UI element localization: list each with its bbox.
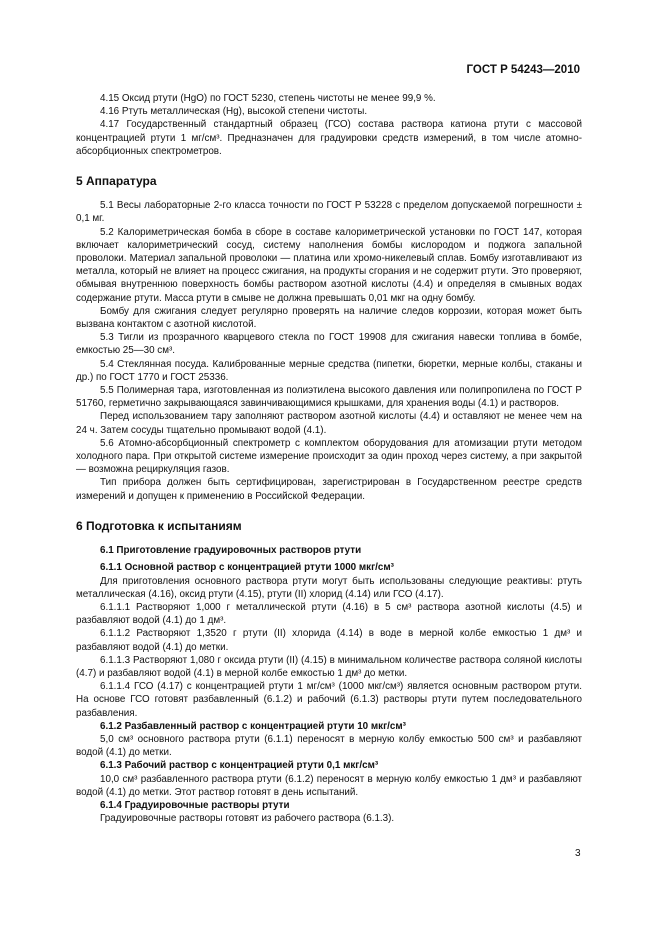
heading-6-1: 6.1 Приготовление градуировочных растворов ртути [100,545,362,557]
para-5-2: 5.2 Калориметрическая бомба в сборе в составе калориметрической установки по ГОСТ 147, которая включает калориметрический сосуд, систему наполнения бомбы кислородом и поджога запальной проволоки. Материал запальной проволоки — платина или хромо-никелевый сплав. Бомбу изготавливают из металла, который не влияет на процесс сжигания, на продукты сгорания и не содержит ртути. Это проверяют, обмывая внутреннюю поверхность бомбы раствором азотной кислоты (4.4) и определяя в смывных водах содержание ртути. Масса ртути в смыве не должна превышать 0,01 мкг на одну бомбу. [76,226,582,304]
heading-6-1-2: 6.1.2 Разбавленный раствор с концентрацией ртути 10 мкг/см³ [100,720,406,732]
page-number: 3 [575,848,581,859]
para-6-1-1-4: 6.1.1.4 ГСО (4.17) с концентрацией ртути 1 мг/см³ (1000 мкг/см³) является основным раствором ртути. На основе ГСО готовят разбавленный (6.1.2) и рабочий (6.1.3) растворы ртути путем последовательного разбавления. [76,681,582,719]
para-6-1-1-1: 6.1.1.1 Растворяют 1,000 г металлической ртути (4.16) в 5 см³ раствора азотной кислоты (4.5) и разбавляют водой (4.1) до 1 дм³. [76,601,582,627]
para-5-5: 5.5 Полимерная тара, изготовленная из полиэтилена высокого давления или полипропилена по ГОСТ Р 51760, герметично закрывающаяся завинчивающимися крышками, для хранения воды (4.1) и растворов. [76,385,582,410]
item-4-15: 4.15 Оксид ртути (HgO) по ГОСТ 5230, степень чистоты не менее 99,9 %. [100,93,436,104]
para-6-1-4: Градуировочные растворы готовят из рабочего раствора (6.1.3). [100,813,395,825]
heading-6-1-3: 6.1.3 Рабочий раствор с концентрацией ртути 0,1 мкг/см³ [100,760,379,772]
para-6-1-3: 10,0 см³ разбавленного раствора ртути (6.1.2) переносят в мерную колбу емкостью 1 дм³ и разбавляют водой (4.1) до метки. Этот раствор готовят в день испытаний. [76,773,582,798]
heading-6-1-4: 6.1.4 Градуировочные растворы ртути [100,799,290,811]
section-5-title: 5 Аппаратура [76,174,157,189]
page-content [76,92,582,825]
para-5-4: 5.4 Стеклянная посуда. Калиброванные мерные средства (пипетки, бюретки, мерные колбы, стаканы и др.) по ГОСТ 1770 и ГОСТ 25336. [76,358,582,383]
para-5-6: 5.6 Атомно-абсорбционный спектрометр с комплектом оборудования для атомизации ртути методом холодного пара. При открытой системе измерение происходит за один проход через систему, а при закрытой — возможна рециркуляция газов. [76,437,582,476]
item-4-16: 4.16 Ртуть металлическая (Hg), высокой степени чистоты. [100,106,368,118]
para-6-1-1-3: 6.1.1.3 Растворяют 1,080 г оксида ртути (II) (4.15) в минимальном количестве раствора соляной кислоты (4.7) и разбавляют водой (4.1) в мерной колбе емкостью 1 дм³ до метки. [76,654,582,679]
para-6-1-1-2: 6.1.1.2 Растворяют 1,3520 г ртути (II) хлорида (4.14) в воде в мерной колбе емкостью 1 дм³ и разбавляют водой (4.1) до метки. [76,628,582,653]
para-6-1-1-intro: Для приготовления основного раствора ртути могут быть использованы следующие реактивы: ртуть металлическая (4.16), оксид ртути (4.15), ртути (II) хлорид (4.14) или ГСО (4.17). [76,575,582,600]
para-5-3: 5.3 Тигли из прозрачного кварцевого стекла по ГОСТ 19908 для сжигания навески топлива в бомбе, емкостью 25—30 см³. [76,332,582,357]
para-6-1-2: 5,0 см³ основного раствора ртути (6.1.1) переносят в мерную колбу емкостью 500 см³ и разбавляют водой (4.1) до метки. [76,733,582,759]
item-4-17: 4.17 Государственный стандартный образец (ГСО) состава раствора катиона ртути с массовой концентрацией ртути 1 мг/см³. Предназначен для градуировки средств измерений, в том числе атомно-абсорбционных спектрометров. [76,119,582,157]
para-5-6-note: Тип прибора должен быть сертифицирован, зарегистрирован в Государственном реестре средств измерений и допущен к применению в Российской Федерации. [76,477,582,502]
para-5-5-note: Перед использованием тару заполняют раствором азотной кислоты (4.4) и оставляют не менее чем на 24 ч. Затем сосуды тщательно промывают водой (4.1). [76,411,582,436]
heading-6-1-1: 6.1.1 Основной раствор с концентрацией ртути 1000 мкг/см³ [100,562,394,574]
document-header: ГОСТ Р 54243—2010 [466,64,580,76]
para-5-1: 5.1 Весы лабораторные 2-го класса точности по ГОСТ Р 53228 с пределом допускаемой погрешности ± 0,1 мг. [76,200,582,225]
para-5-2-note: Бомбу для сжигания следует регулярно проверять на наличие следов коррозии, которая может быть вызвана контактом с азотной кислотой. [76,305,582,331]
section-6-title: 6 Подготовка к испытаниям [76,518,242,533]
